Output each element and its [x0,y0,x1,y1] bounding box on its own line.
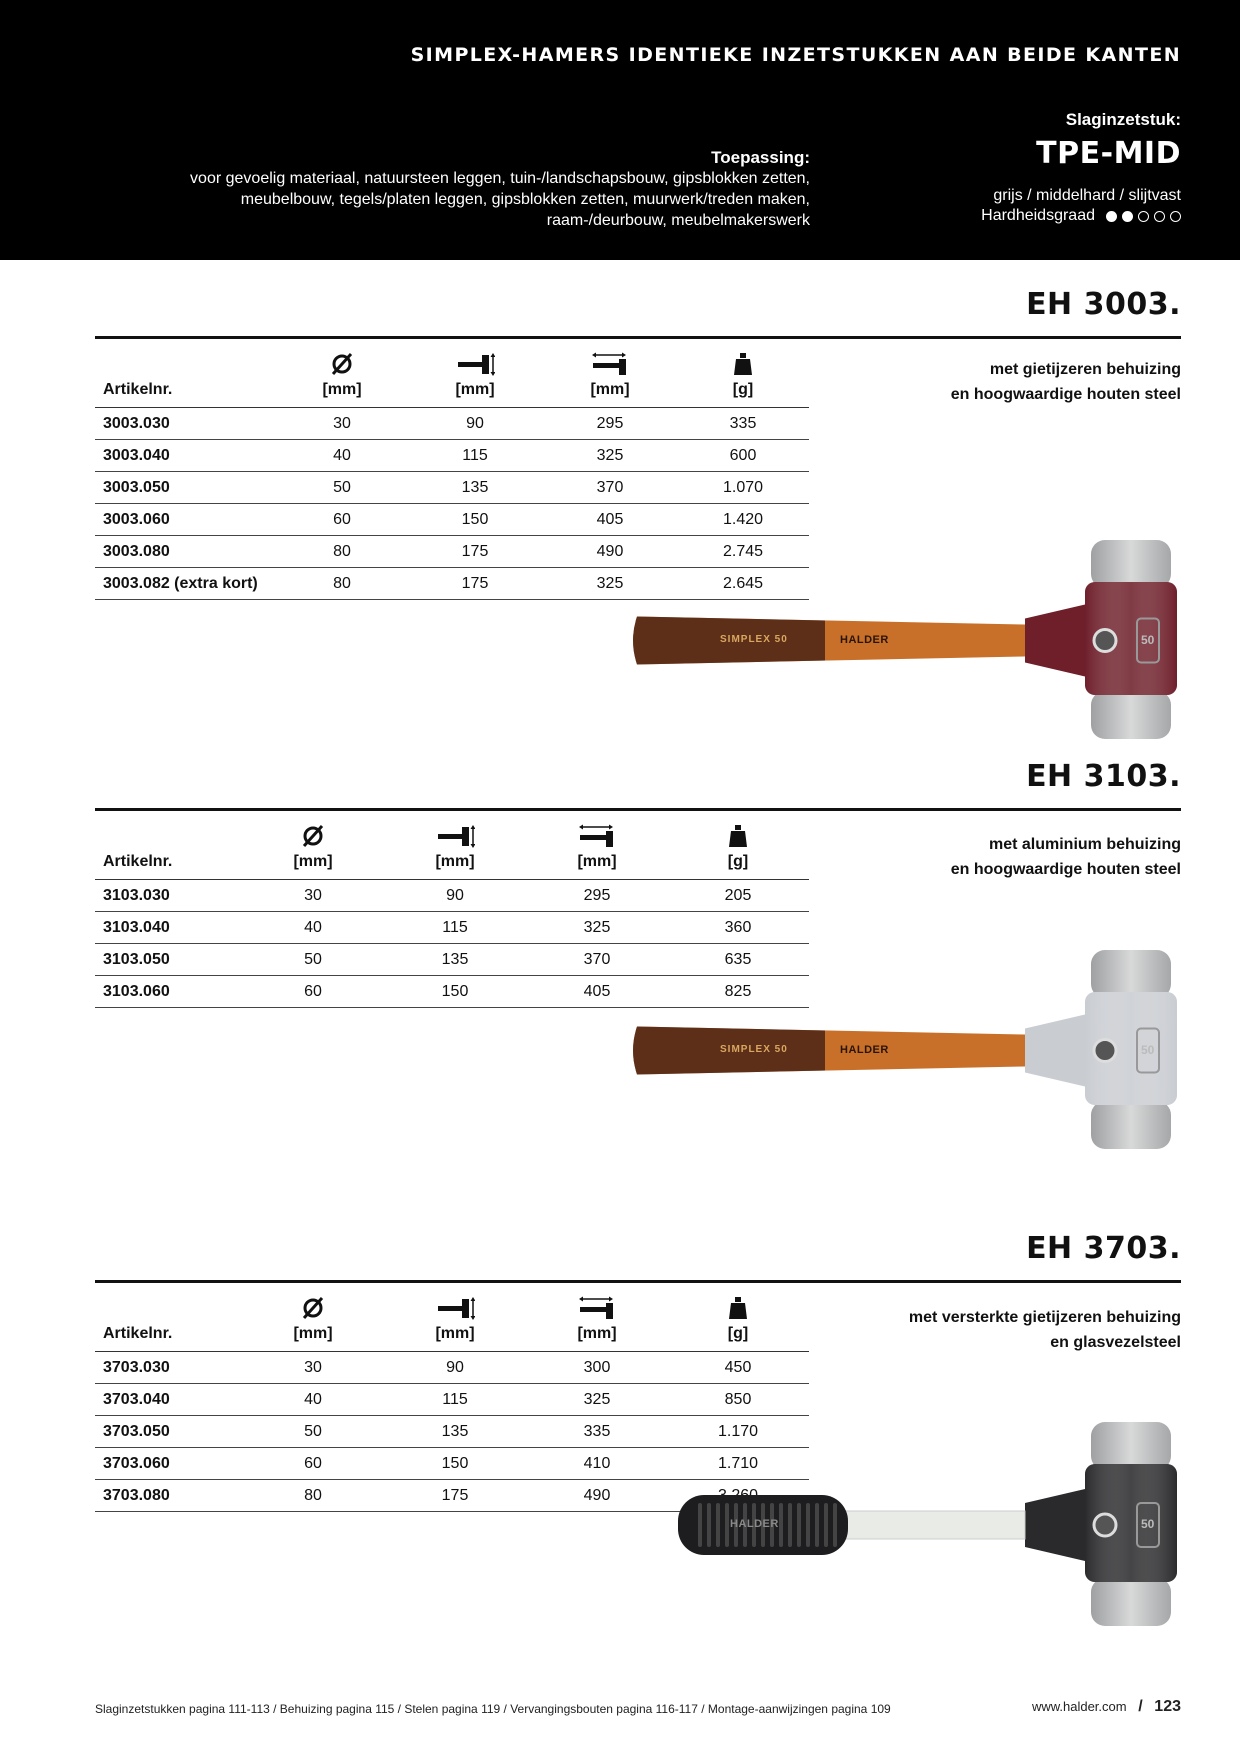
hammer-image [625,538,1185,743]
product-code: EH 3003. [1026,287,1181,322]
table-cell: 60 [333,511,351,528]
product-description [951,832,1181,882]
table-cell: 90 [446,887,464,904]
column-header-unit: [mm] [455,381,495,398]
table-cell: 325 [596,575,624,592]
table-cell: 90 [446,1359,464,1376]
column-header-unit: [mm] [577,1325,617,1342]
table-cell: 370 [583,951,611,968]
table-cell: 1.070 [722,479,764,496]
table-cell: 135 [441,1423,469,1440]
brand-label: HALDER [840,633,889,646]
weight-icon [718,823,758,849]
product-code: EH 3103. [1026,759,1181,794]
article-number: 3003.040 [103,447,170,464]
table-row [95,408,809,440]
article-number: 3103.030 [103,887,170,904]
table-cell: 450 [724,1359,752,1376]
hardness-dot-filled [1106,211,1117,222]
hardness-dot-empty [1138,211,1149,222]
table-cell: 115 [462,447,488,464]
head-length-icon [455,351,495,377]
article-number: 3703.080 [103,1487,170,1504]
table-cell: 360 [724,919,752,936]
article-number: 3003.080 [103,543,170,560]
table-cell: 50 [304,951,322,968]
column-header-unit: [mm] [435,853,475,870]
insert-label: Slaginzetstuk: [1065,110,1181,129]
article-number: 3703.050 [103,1423,170,1440]
article-number: 3103.060 [103,983,170,1000]
product-code: EH 3703. [1026,1231,1181,1266]
head-size-label: 50 [1141,632,1155,647]
hardness-dot-filled [1122,211,1133,222]
article-number: 3003.030 [103,415,170,432]
hardness-dot-empty [1154,211,1165,222]
head-length-icon [435,823,475,849]
article-number: 3003.082 (extra kort) [103,575,258,592]
description-line: en hoogwaardige houten steel [950,861,1181,878]
hardness-label: Hardheidsgraad [981,207,1095,224]
table-cell: 300 [583,1359,611,1376]
insert-description: grijs / middelhard / slijtvast [993,187,1181,204]
table-cell: 30 [304,887,322,904]
table-cell: 30 [304,1359,322,1376]
table-cell: 60 [304,1455,322,1472]
table-cell: 150 [441,1455,469,1472]
table-cell: 405 [596,511,624,528]
table-row [95,912,809,944]
table-row [95,472,809,504]
footer-page-info [1032,1698,1181,1716]
article-number: 3703.030 [103,1359,170,1376]
table-cell: 205 [724,887,752,904]
table-row [95,880,809,912]
table-cell: 295 [583,887,611,904]
page-title: SIMPLEX-HAMERS IDENTIEKE INZETSTUKKEN AAN BEIDE KANTEN [410,44,1181,66]
article-number: 3003.060 [103,511,170,528]
table-row [95,440,809,472]
handle-label: SIMPLEX 50 [720,1043,788,1055]
hammer-image [670,1420,1185,1630]
table-cell: 1.170 [717,1423,759,1440]
table-row [95,1384,809,1416]
head-size-label: 50 [1141,1042,1155,1057]
column-header-unit: [g] [727,853,749,870]
column-header-article: Artikelnr. [103,1325,173,1342]
column-header-unit: [g] [727,1325,749,1342]
table-cell: 80 [333,575,351,592]
description-line: met gietijzeren behuizing [989,361,1181,378]
table-cell: 635 [724,951,752,968]
head-length-icon [435,1295,475,1321]
table-cell: 150 [441,983,469,1000]
handle-length-icon [590,351,630,377]
table-cell: 410 [583,1455,611,1472]
table-cell: 135 [461,479,489,496]
description-line: met versterkte gietijzeren behuizing [908,1309,1181,1326]
table-cell: 405 [583,983,611,1000]
table-cell: 50 [333,479,351,496]
handle-length-icon [577,823,617,849]
brand-label: HALDER [730,1518,779,1530]
table-cell: 490 [583,1487,611,1504]
article-number: 3003.050 [103,479,170,496]
table-cell: 325 [596,447,624,464]
table-cell: 335 [729,415,757,432]
diameter-icon [293,1295,333,1321]
description-line: met aluminium behuizing [988,836,1181,853]
diameter-icon [293,823,333,849]
description-line: en hoogwaardige houten steel [950,386,1181,403]
insert-name: TPE-MID [1036,136,1181,171]
column-header-unit: [mm] [590,381,630,398]
handle-length-icon [577,1295,617,1321]
hardness-dots [1106,211,1181,222]
column-header-unit: [mm] [293,1325,333,1342]
product-description [909,1305,1181,1355]
article-number: 3703.040 [103,1391,170,1408]
hardness-dot-empty [1170,211,1181,222]
table-cell: 1.710 [717,1455,759,1472]
column-header-unit: [mm] [435,1325,475,1342]
page-separator: / [1138,1698,1143,1715]
table-cell: 80 [333,543,351,560]
description-line: en glasvezelsteel [1050,1334,1181,1351]
table-cell: 2.645 [722,575,764,592]
table-cell: 600 [729,447,757,464]
table-row [95,1352,809,1384]
table-cell: 850 [724,1391,752,1408]
table-cell: 490 [596,543,624,560]
product-description [951,357,1181,407]
table-cell: 370 [596,479,624,496]
insert-block [981,110,1181,226]
column-header-article: Artikelnr. [103,381,173,398]
table-row [95,504,809,536]
table-cell: 40 [333,447,351,464]
header-banner [0,0,1240,260]
table-cell: 80 [304,1487,322,1504]
table-cell: 60 [304,983,322,1000]
table-header [95,339,809,408]
website-link[interactable]: www.halder.com [1031,1699,1127,1714]
table-cell: 175 [461,575,489,592]
article-number: 3103.050 [103,951,170,968]
table-cell: 30 [333,415,351,432]
application-line: meubelbouw, tegels/platen leggen, gipsblokken zetten, muurwerk/treden maken, [240,191,810,208]
hardness-rating [981,206,1181,226]
page-number: 123 [1154,1698,1181,1715]
table-cell: 825 [724,983,752,1000]
column-header-unit: [g] [732,381,754,398]
application-line: voor gevoelig materiaal, natuursteen leggen, tuin-/landschapsbouw, gipsblokken zetten, [190,170,810,187]
column-header-article: Artikelnr. [103,853,173,870]
table-cell: 335 [583,1423,611,1440]
table-cell: 1.420 [722,511,764,528]
application-label: Toepassing: [711,148,810,167]
weight-icon [718,1295,758,1321]
table-cell: 2.745 [722,543,764,560]
column-header-unit: [mm] [577,853,617,870]
head-size-label: 50 [1141,1517,1155,1531]
table-cell: 50 [304,1423,322,1440]
table-cell: 295 [596,415,624,432]
table-cell: 40 [304,919,322,936]
table-cell: 175 [441,1487,469,1504]
table-cell: 135 [441,951,469,968]
diameter-icon [322,351,362,377]
table-cell: 90 [466,415,484,432]
application-block [190,148,810,231]
weight-icon [723,351,763,377]
article-number: 3703.060 [103,1455,170,1472]
handle-label: SIMPLEX 50 [720,633,788,645]
table-header [95,1283,809,1352]
footer-references: Slaginzetstukken pagina 111-113 / Behuizing pagina 115 / Stelen pagina 119 / Vervangingsbouten pagina 116-117 / Montage-aanwijzingen pagina 109 [95,1702,891,1716]
brand-label: HALDER [840,1043,889,1056]
column-header-unit: [mm] [322,381,362,398]
article-number: 3103.040 [103,919,170,936]
table-cell: 115 [442,919,468,936]
table-cell: 325 [583,1391,611,1408]
table-cell: 175 [461,543,489,560]
application-line: raam-/deurbouw, meubelmakerswerk [546,212,810,229]
table-cell: 40 [304,1391,322,1408]
table-header [95,811,809,880]
hammer-image [625,948,1185,1153]
table-cell: 150 [461,511,489,528]
table-cell: 325 [583,919,611,936]
column-header-unit: [mm] [293,853,333,870]
table-cell: 115 [442,1391,468,1408]
